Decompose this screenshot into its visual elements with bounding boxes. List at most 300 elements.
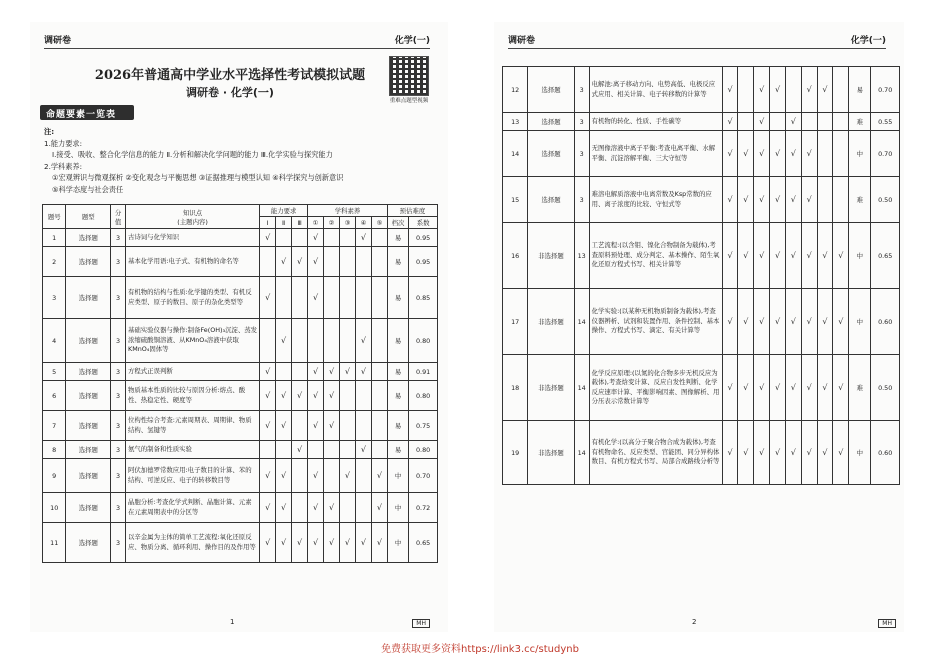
check-mark-icon: √: [759, 383, 765, 392]
row-flag-cell: [355, 229, 371, 247]
check-mark-icon: √: [360, 445, 366, 454]
row-number: 6: [43, 381, 66, 411]
row-flag-cell: [340, 229, 356, 247]
check-mark-icon: √: [759, 85, 765, 94]
row-flag-cell: [371, 381, 387, 411]
row-number: 18: [503, 355, 528, 421]
row-flag-cell: [324, 277, 340, 319]
row-flag-cell: [276, 441, 292, 459]
check-mark-icon: √: [312, 421, 319, 430]
check-mark-icon: √: [822, 251, 828, 260]
page-title: 2026年普通高中学业水平选择性考试模拟试题: [94, 68, 366, 83]
col-knowledge-sub: (主题内容): [177, 217, 208, 226]
check-mark-icon: √: [838, 448, 844, 457]
col-literacy: 学科素养: [308, 205, 388, 217]
row-flag-cell: [355, 441, 371, 459]
check-mark-icon: √: [806, 195, 812, 204]
check-mark-icon: √: [806, 251, 812, 260]
row-flag-cell: [738, 113, 754, 131]
row-type: 选择题: [528, 131, 574, 177]
row-flag-cell: [355, 319, 371, 363]
notes-ability-list: Ⅰ.接受、吸收、整合化学信息的能力 Ⅱ.分析和解决化学问题的能力 Ⅲ.化学实验与探究能力: [52, 150, 333, 159]
row-flag-cell: [722, 289, 738, 355]
table-body-left: [43, 229, 438, 563]
right-page: [494, 22, 904, 632]
table-row: [503, 421, 900, 485]
row-flag-cell: [260, 523, 276, 563]
check-mark-icon: √: [281, 421, 287, 430]
row-number: 2: [43, 247, 66, 277]
row-type: 选择题: [66, 441, 111, 459]
check-mark-icon: √: [265, 293, 271, 302]
row-coef: 0.70: [871, 67, 900, 113]
row-flag-cell: [260, 247, 276, 277]
spec-table-left: [42, 204, 438, 563]
check-mark-icon: √: [297, 445, 303, 454]
row-score: 3: [111, 459, 126, 493]
row-type: 选择题: [66, 493, 111, 523]
check-mark-icon: √: [328, 367, 335, 376]
row-type: 选择题: [66, 459, 111, 493]
check-mark-icon: √: [281, 257, 287, 266]
check-mark-icon: √: [344, 538, 351, 547]
row-flag-cell: [292, 411, 308, 441]
row-coef: 0.70: [409, 459, 438, 493]
row-flag-cell: [833, 223, 849, 289]
row-flag-cell: [340, 381, 356, 411]
check-mark-icon: √: [743, 448, 749, 457]
table-body-right: [503, 67, 900, 485]
table-row: [503, 223, 900, 289]
row-flag-cell: [371, 247, 387, 277]
row-score: 3: [111, 523, 126, 563]
row-flag-cell: [292, 441, 308, 459]
page-header: [44, 32, 430, 49]
row-score: 3: [574, 131, 589, 177]
row-flag-cell: [722, 131, 738, 177]
row-flag-cell: [770, 355, 786, 421]
row-number: 9: [43, 459, 66, 493]
row-flag-cell: [260, 381, 276, 411]
row-flag-cell: [308, 247, 324, 277]
row-flag-cell: [276, 319, 292, 363]
row-type: 选择题: [66, 319, 111, 363]
row-coef: 0.65: [409, 523, 438, 563]
row-level: 中: [849, 289, 871, 355]
row-knowledge: 有机物的结构与性质:化学键的类型、有机反应类型、原子的数目、原子的杂化类型等: [126, 277, 260, 319]
row-flag-cell: [324, 441, 340, 459]
row-flag-cell: [754, 113, 770, 131]
check-mark-icon: √: [822, 85, 828, 94]
row-flag-cell: [260, 319, 276, 363]
row-score: 13: [574, 223, 589, 289]
row-flag-cell: [324, 493, 340, 523]
check-mark-icon: √: [344, 471, 351, 480]
col-ability: 能力要求: [260, 205, 308, 217]
check-mark-icon: √: [727, 251, 733, 260]
row-flag-cell: [371, 523, 387, 563]
row-knowledge: 晶胞分析:考查化学式判断、晶胞计算、元素在元素周期表中的分区等: [126, 493, 260, 523]
check-mark-icon: √: [790, 383, 796, 392]
row-flag-cell: [355, 277, 371, 319]
row-flag-cell: [785, 113, 801, 131]
row-level: 易: [387, 319, 408, 363]
row-score: 14: [574, 289, 589, 355]
row-flag-cell: [754, 421, 770, 485]
row-number: 1: [43, 229, 66, 247]
row-flag-cell: [770, 177, 786, 223]
row-number: 17: [503, 289, 528, 355]
row-flag-cell: [801, 355, 817, 421]
row-flag-cell: [292, 319, 308, 363]
row-number: 3: [43, 277, 66, 319]
row-flag-cell: [371, 319, 387, 363]
row-score: 3: [574, 113, 589, 131]
row-number: 13: [503, 113, 528, 131]
row-flag-cell: [770, 67, 786, 113]
row-flag-cell: [722, 113, 738, 131]
row-flag-cell: [833, 355, 849, 421]
row-score: 3: [574, 177, 589, 223]
row-flag-cell: [785, 67, 801, 113]
row-flag-cell: [292, 381, 308, 411]
row-coef: 0.60: [871, 421, 900, 485]
row-level: 易: [849, 67, 871, 113]
row-flag-cell: [355, 363, 371, 381]
row-score: 14: [574, 421, 589, 485]
check-mark-icon: √: [328, 503, 335, 512]
check-mark-icon: √: [312, 293, 319, 302]
row-flag-cell: [260, 411, 276, 441]
row-number: 16: [503, 223, 528, 289]
row-flag-cell: [738, 67, 754, 113]
check-mark-icon: √: [265, 503, 271, 512]
row-flag-cell: [754, 355, 770, 421]
row-flag-cell: [817, 289, 833, 355]
check-mark-icon: √: [743, 195, 749, 204]
check-mark-icon: √: [806, 448, 812, 457]
page-header: [508, 32, 886, 49]
row-flag-cell: [260, 441, 276, 459]
check-mark-icon: √: [806, 85, 812, 94]
notes-ability-title: 1.能力要求:: [44, 138, 83, 148]
check-mark-icon: √: [774, 317, 781, 326]
row-level: 易: [387, 247, 408, 277]
check-mark-icon: √: [790, 448, 796, 457]
header-right: 化学(一): [850, 36, 886, 46]
header-left: 调研卷: [508, 36, 536, 46]
row-flag-cell: [260, 277, 276, 319]
row-knowledge: 方程式正误判断: [126, 363, 260, 381]
row-flag-cell: [817, 67, 833, 113]
watermark-link[interactable]: 免费获取更多资料https://link3.cc/studynb: [381, 644, 579, 655]
page-number: 2: [692, 618, 697, 626]
row-score: 3: [111, 363, 126, 381]
row-flag-cell: [770, 113, 786, 131]
check-mark-icon: √: [265, 471, 271, 480]
check-mark-icon: √: [281, 503, 287, 512]
qr-code-icon[interactable]: [389, 56, 429, 96]
page-number: 1: [230, 618, 235, 626]
row-type: 选择题: [66, 381, 111, 411]
check-mark-icon: √: [838, 317, 844, 326]
row-flag-cell: [292, 493, 308, 523]
check-mark-icon: √: [727, 383, 733, 392]
row-flag-cell: [355, 459, 371, 493]
row-knowledge: 基本化学用语:电子式、有机物的命名等: [126, 247, 260, 277]
row-score: 3: [111, 411, 126, 441]
col-a3: Ⅲ: [292, 217, 308, 229]
table-row: [503, 131, 900, 177]
row-flag-cell: [340, 411, 356, 441]
row-flag-cell: [785, 223, 801, 289]
row-knowledge: 阿伏加德罗常数应用:电子数目的计算、苯的结构、可逆反应、电子的转移数目等: [126, 459, 260, 493]
col-type: 题型: [66, 205, 111, 229]
row-flag-cell: [833, 421, 849, 485]
row-flag-cell: [801, 67, 817, 113]
row-score: 3: [111, 277, 126, 319]
check-mark-icon: √: [281, 538, 287, 547]
row-flag-cell: [308, 363, 324, 381]
row-coef: 0.91: [409, 363, 438, 381]
row-knowledge: 电解池:离子移动方向、电势高低、电极反应式应用、相关计算、电子转移数的计算等: [589, 67, 722, 113]
row-flag-cell: [308, 411, 324, 441]
row-flag-cell: [371, 493, 387, 523]
row-score: 14: [574, 355, 589, 421]
row-level: 中: [849, 421, 871, 485]
row-flag-cell: [260, 493, 276, 523]
check-mark-icon: √: [376, 471, 382, 480]
check-mark-icon: √: [312, 538, 319, 547]
row-type: 选择题: [66, 363, 111, 381]
table-row: [43, 319, 438, 363]
check-mark-icon: √: [297, 391, 303, 400]
row-flag-cell: [833, 131, 849, 177]
check-mark-icon: √: [312, 257, 319, 266]
row-level: 易: [387, 229, 408, 247]
row-coef: 0.55: [871, 113, 900, 131]
check-mark-icon: √: [743, 383, 749, 392]
row-knowledge: 古诗词与化学知识: [126, 229, 260, 247]
row-flag-cell: [817, 223, 833, 289]
table-row: [503, 177, 900, 223]
row-type: 选择题: [66, 229, 111, 247]
check-mark-icon: √: [774, 85, 781, 94]
table-row: [503, 355, 900, 421]
notes-head: 注:: [44, 127, 55, 136]
table-row: [43, 441, 438, 459]
check-mark-icon: √: [790, 317, 796, 326]
row-flag-cell: [754, 177, 770, 223]
row-flag-cell: [738, 223, 754, 289]
col-a2: Ⅱ: [276, 217, 292, 229]
check-mark-icon: √: [376, 538, 382, 547]
row-flag-cell: [308, 381, 324, 411]
row-flag-cell: [324, 229, 340, 247]
row-flag-cell: [355, 411, 371, 441]
row-flag-cell: [340, 493, 356, 523]
row-level: 易: [387, 411, 408, 441]
table-row: [43, 277, 438, 319]
table-row: [43, 523, 438, 563]
row-flag-cell: [324, 459, 340, 493]
row-coef: 0.70: [871, 131, 900, 177]
row-flag-cell: [817, 421, 833, 485]
row-coef: 0.65: [871, 223, 900, 289]
check-mark-icon: √: [344, 367, 351, 376]
col-a1: Ⅰ: [260, 217, 276, 229]
check-mark-icon: √: [312, 471, 319, 480]
row-flag-cell: [722, 355, 738, 421]
check-mark-icon: √: [281, 471, 287, 480]
row-flag-cell: [308, 277, 324, 319]
row-flag-cell: [340, 277, 356, 319]
row-flag-cell: [292, 459, 308, 493]
row-knowledge: 基础实验仪器与操作:制备Fe(OH)₃沉淀、蒸发浓缩硫酸铜溶液、从KMnO₄溶液中获取KMnO₄固体等: [126, 319, 260, 363]
row-level: 中: [387, 523, 408, 563]
row-score: 3: [111, 441, 126, 459]
row-flag-cell: [308, 229, 324, 247]
row-flag-cell: [817, 131, 833, 177]
col-s4: ④: [355, 217, 371, 229]
row-flag-cell: [817, 113, 833, 131]
row-flag-cell: [738, 177, 754, 223]
row-type: 非选择题: [528, 355, 574, 421]
row-number: 7: [43, 411, 66, 441]
row-number: 4: [43, 319, 66, 363]
row-flag-cell: [801, 131, 817, 177]
table-row: [43, 229, 438, 247]
row-flag-cell: [801, 421, 817, 485]
check-mark-icon: √: [838, 251, 844, 260]
row-flag-cell: [738, 421, 754, 485]
check-mark-icon: √: [743, 149, 749, 158]
row-flag-cell: [308, 493, 324, 523]
row-type: 选择题: [66, 411, 111, 441]
check-mark-icon: √: [312, 503, 319, 512]
page-subtitle: 调研卷 · 化学(一): [186, 86, 274, 99]
row-level: 难: [849, 113, 871, 131]
row-flag-cell: [770, 131, 786, 177]
row-knowledge: 物质基本性质的比较与原因分析:熔点、酸性、热稳定性、硬度等: [126, 381, 260, 411]
row-flag-cell: [276, 459, 292, 493]
check-mark-icon: √: [360, 538, 366, 547]
row-flag-cell: [754, 131, 770, 177]
check-mark-icon: √: [281, 336, 287, 345]
row-level: 中: [849, 131, 871, 177]
row-coef: 0.85: [409, 277, 438, 319]
row-type: 非选择题: [528, 421, 574, 485]
row-flag-cell: [785, 421, 801, 485]
row-flag-cell: [340, 247, 356, 277]
row-flag-cell: [340, 319, 356, 363]
row-level: 中: [849, 223, 871, 289]
row-flag-cell: [801, 113, 817, 131]
row-level: 难: [849, 177, 871, 223]
row-flag-cell: [371, 229, 387, 247]
row-flag-cell: [817, 177, 833, 223]
check-mark-icon: √: [360, 336, 366, 345]
row-flag-cell: [722, 223, 738, 289]
row-type: 选择题: [528, 113, 574, 131]
check-mark-icon: √: [328, 421, 335, 430]
row-knowledge: 难溶电解质溶液中电离常数及Ksp常数的应用、离子浓度的比较、守恒式等: [589, 177, 722, 223]
table-row: [503, 289, 900, 355]
row-flag-cell: [308, 319, 324, 363]
row-flag-cell: [276, 247, 292, 277]
check-mark-icon: √: [759, 317, 765, 326]
check-mark-icon: √: [790, 117, 796, 126]
row-flag-cell: [770, 223, 786, 289]
row-knowledge: 氨气的制备和性质实验: [126, 441, 260, 459]
row-flag-cell: [260, 363, 276, 381]
check-mark-icon: √: [806, 383, 812, 392]
row-flag-cell: [292, 247, 308, 277]
row-flag-cell: [754, 67, 770, 113]
row-flag-cell: [292, 277, 308, 319]
row-flag-cell: [785, 131, 801, 177]
row-flag-cell: [371, 363, 387, 381]
row-coef: 0.80: [409, 441, 438, 459]
row-type: 选择题: [66, 277, 111, 319]
header-right: 化学(一): [394, 36, 430, 46]
row-coef: 0.50: [871, 355, 900, 421]
check-mark-icon: √: [790, 195, 796, 204]
row-flag-cell: [722, 67, 738, 113]
row-flag-cell: [292, 229, 308, 247]
row-flag-cell: [722, 421, 738, 485]
check-mark-icon: √: [790, 149, 796, 158]
row-flag-cell: [833, 113, 849, 131]
row-coef: 0.95: [409, 247, 438, 277]
row-type: 选择题: [66, 523, 111, 563]
row-flag-cell: [355, 381, 371, 411]
col-no: 题号: [43, 205, 66, 229]
row-number: 8: [43, 441, 66, 459]
row-flag-cell: [801, 289, 817, 355]
row-flag-cell: [340, 459, 356, 493]
check-mark-icon: √: [312, 391, 319, 400]
table-row: [43, 381, 438, 411]
row-flag-cell: [770, 421, 786, 485]
row-flag-cell: [324, 381, 340, 411]
row-flag-cell: [292, 363, 308, 381]
row-flag-cell: [371, 441, 387, 459]
row-flag-cell: [260, 459, 276, 493]
row-flag-cell: [340, 523, 356, 563]
check-mark-icon: √: [265, 233, 271, 242]
check-mark-icon: √: [297, 257, 303, 266]
check-mark-icon: √: [727, 317, 733, 326]
footer-mark: MH: [412, 619, 430, 628]
row-number: 11: [43, 523, 66, 563]
row-flag-cell: [276, 381, 292, 411]
row-flag-cell: [355, 247, 371, 277]
row-flag-cell: [722, 177, 738, 223]
qr-caption: 重难点题型视频: [389, 98, 429, 104]
row-knowledge: 有机物的转化、性质、手性碳等: [589, 113, 722, 131]
row-flag-cell: [355, 523, 371, 563]
row-flag-cell: [738, 355, 754, 421]
row-coef: 0.75: [409, 411, 438, 441]
row-flag-cell: [324, 363, 340, 381]
footer-mark: MH: [878, 619, 896, 628]
row-flag-cell: [324, 319, 340, 363]
check-mark-icon: √: [281, 391, 287, 400]
col-difficulty: 预估难度: [387, 205, 437, 217]
check-mark-icon: √: [790, 251, 796, 260]
row-flag-cell: [833, 289, 849, 355]
